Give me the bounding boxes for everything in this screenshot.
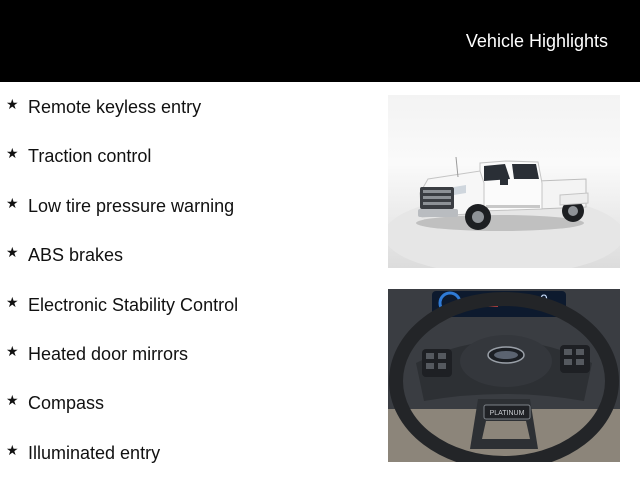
exterior-photo [388,95,620,268]
feature-label: Low tire pressure warning [28,195,235,216]
star-icon: ★ [6,294,19,311]
interior-photo [388,289,620,462]
feature-item [0,386,380,435]
feature-label: ABS brakes [28,245,124,266]
dashboard-reading: 0 [540,291,548,307]
feature-label: Heated door mirrors [28,343,189,364]
page-title: Vehicle Highlights [465,31,608,51]
feature-item [0,189,380,238]
truck-illustration [388,95,620,268]
feature-label: Illuminated entry [28,442,161,463]
star-icon: ★ [6,195,19,212]
star-icon: ★ [6,442,19,459]
feature-item [0,337,380,386]
feature-label: Compass [28,393,105,414]
platinum-badge: PLATINUM [489,410,525,417]
star-icon: ★ [6,245,19,262]
feature-label: Remote keyless entry [28,97,202,117]
star-icon: ★ [6,343,19,360]
feature-item [0,436,380,480]
feature-item [0,238,380,287]
feature-label: Electronic Stability Control [28,294,239,315]
star-icon: ★ [6,393,19,410]
feature-item [0,288,380,337]
feature-item [0,90,380,139]
feature-item [0,139,380,188]
feature-label: Traction control [28,146,152,167]
star-icon: ★ [6,97,19,113]
star-icon: ★ [6,146,19,163]
steering-wheel-illustration [388,289,620,462]
header-bar [0,0,640,82]
feature-list [0,90,380,480]
